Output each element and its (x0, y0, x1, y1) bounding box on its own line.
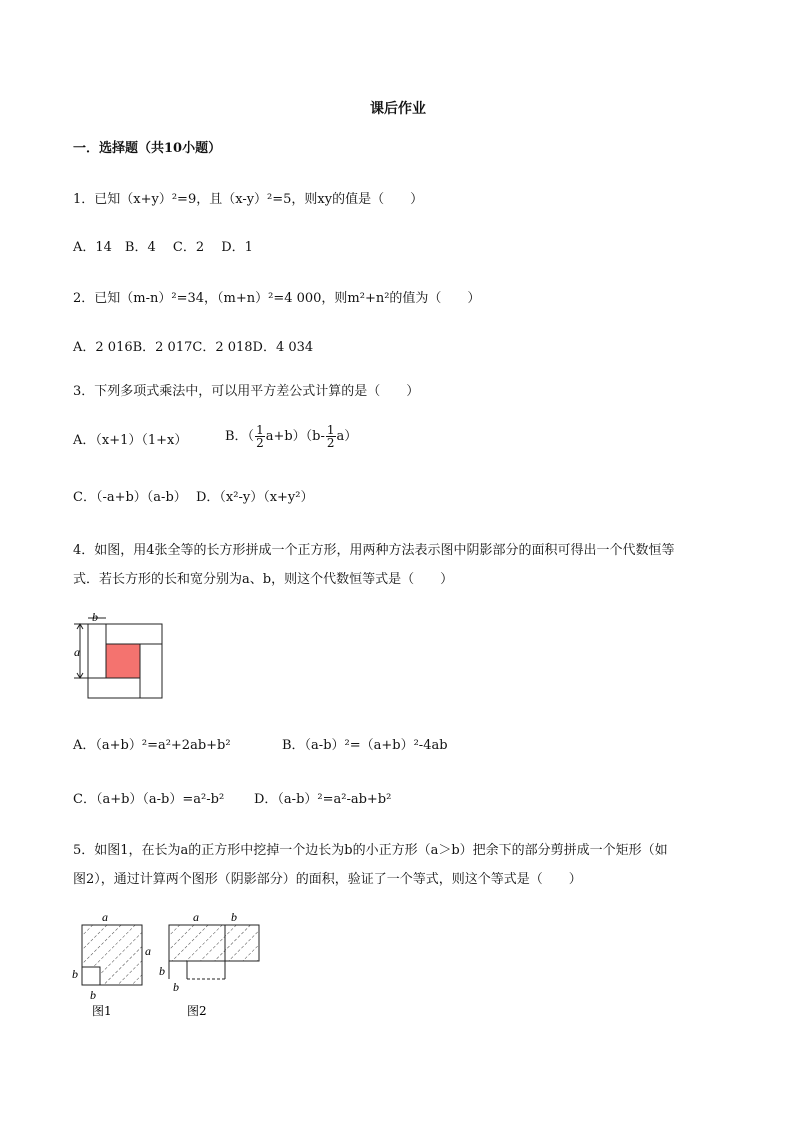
q4-stem-line2: 式．若长方形的长和宽分别为a、b，则这个代数恒等式是（ ） (73, 572, 454, 587)
section-heading: 一．选择题（共10小题） (73, 141, 222, 156)
q4-option-b: B．（a-b）²=（a+b）²-4ab (282, 738, 448, 753)
q3-option-b-middle: a+b）（b- (265, 429, 325, 444)
q3-option-d: D．（x²-y）（x+y²） (196, 490, 314, 505)
shaded-square (106, 644, 140, 678)
fig1-label-b-side: b (72, 967, 78, 981)
label-a: a (74, 645, 80, 659)
q4-stem-line1: 4．如图，用4张全等的长方形拼成一个正方形，用两种方法表示图中阴影部分的面积可得出一个代数恒等 (73, 543, 675, 558)
page-title: 课后作业 (370, 101, 426, 117)
q5-figure-1 (68, 907, 158, 1019)
q1-options: A．14 B．4 C．2 D．1 (73, 240, 253, 255)
fig2-caption: 图2 (187, 1004, 207, 1018)
fig1-label-a-side: a (145, 944, 151, 958)
fig2-label-b-side: b (159, 964, 165, 978)
fig1-label-a-top: a (102, 910, 108, 924)
fig2-label-a: a (193, 910, 199, 924)
fig1-label-b-bottom: b (90, 988, 96, 1002)
fraction-half-2 (326, 424, 336, 449)
q4-option-d: D．（a-b）²=a²-ab+b² (254, 792, 392, 807)
q3-option-b-suffix: a） (336, 429, 358, 444)
fraction-numerator: 1 (326, 423, 335, 437)
q3-option-c: C．（-a+b）（a-b） (73, 490, 187, 505)
q4-square-figure (70, 612, 170, 704)
q3-stem: 3．下列多项式乘法中，可以用平方差公式计算的是（ ） (73, 384, 420, 399)
fraction-half-1 (255, 424, 265, 449)
q3-option-b-prefix: B．（ (225, 429, 255, 444)
q2-stem: 2．已知（m-n）²=34，（m+n）²=4 000，则m²+n²的值为（ ） (73, 291, 481, 306)
q1-stem: 1．已知（x+y）²=9，且（x-y）²=5，则xy的值是（ ） (73, 192, 424, 207)
q5-figure-2 (155, 907, 275, 1019)
fraction-denominator: 2 (256, 436, 264, 450)
small-square (82, 967, 100, 985)
q4-option-c: C．（a+b）（a-b）=a²-b² (73, 792, 225, 807)
q3-option-a: A．（x+1）（1+x） (73, 433, 188, 448)
fig2-label-b-bottom: b (173, 980, 179, 994)
q3-option-b (225, 424, 357, 449)
q5-stem-line1: 5．如图1，在长为a的正方形中挖掉一个边长为b的小正方形（a＞b）把余下的部分剪拼成一个矩形（如 (73, 843, 668, 858)
fig1-caption: 图1 (92, 1004, 112, 1018)
fraction-numerator: 1 (256, 423, 264, 437)
q4-option-a: A．（a+b）²=a²+2ab+b² (73, 738, 231, 753)
q2-options: A．2 016B．2 017C．2 018D．4 034 (73, 340, 314, 355)
fraction-denominator: 2 (326, 436, 335, 450)
q5-stem-line2: 图2），通过计算两个图形（阴影部分）的面积，验证了一个等式，则这个等式是（ ） (73, 872, 582, 887)
label-b: b (92, 610, 98, 624)
fig2-label-b-top: b (231, 910, 237, 924)
